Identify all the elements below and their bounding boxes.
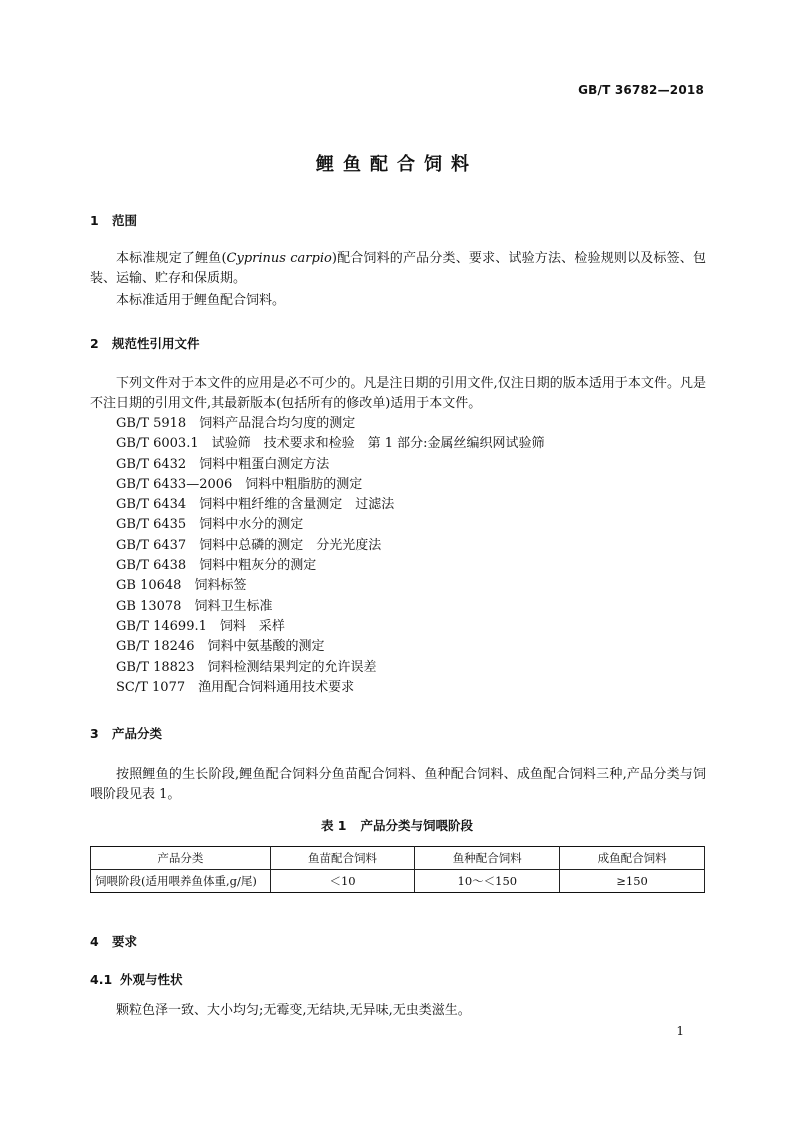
table-cell: ＜10 <box>270 870 415 893</box>
reference-code: GB/T 18823 <box>116 659 195 675</box>
reference-item <box>116 414 545 434</box>
header-cell: 鱼苗配合饲料 <box>270 847 415 870</box>
reference-code: SC/T 1077 <box>116 679 186 695</box>
reference-title: 饲料产品混合均匀度的测定 <box>199 416 356 431</box>
reference-title: 试验筛 技术要求和检验 第 1 部分:金属丝编织网试验筛 <box>211 436 545 452</box>
reference-code: GB/T 6434 <box>116 497 187 513</box>
section-title: 要求 <box>112 934 138 949</box>
reference-code: GB/T 14699.1 <box>116 618 207 634</box>
section-title: 产品分类 <box>112 726 163 741</box>
header-cell: 鱼种配合饲料 <box>415 847 560 870</box>
header-cell: 产品分类 <box>91 847 271 870</box>
section-title: 范围 <box>112 213 138 228</box>
scope-text-a: 本标准规定了鲤鱼( <box>116 251 227 266</box>
reference-item <box>116 597 545 617</box>
document-title: 鲤鱼配合饲料 <box>316 154 478 175</box>
reference-title: 饲料中总磷的测定 分光光度法 <box>199 537 382 553</box>
subsection-number: 4.1 <box>90 972 113 987</box>
reference-item <box>116 515 545 535</box>
table-caption <box>0 816 794 834</box>
reference-code: GB/T 18246 <box>116 639 195 655</box>
classification-paragraph: 按照鲤鱼的生长阶段,鲤鱼配合饲料分鱼苗配合饲料、鱼种配合饲料、成鱼配合饲料三种,产品分类与饲喂阶段见表 1。 <box>90 767 706 802</box>
reference-code: GB/T 6437 <box>116 537 187 553</box>
section-3-heading <box>90 724 162 742</box>
header-cell: 成鱼配合饲料 <box>560 847 705 870</box>
scope-paragraph-1 <box>90 249 706 289</box>
reference-title: 饲料中粗灰分的测定 <box>199 558 317 574</box>
page-number: 1 <box>676 1024 684 1038</box>
section-number: 3 <box>90 726 99 741</box>
reference-item <box>116 637 545 657</box>
reference-item <box>116 475 545 495</box>
reference-code: GB/T 5918 <box>116 416 187 431</box>
reference-item <box>116 617 545 637</box>
reference-title: 渔用配合饲料通用技术要求 <box>198 679 355 695</box>
table-cell: 10～＜150 <box>415 870 560 893</box>
reference-code: GB/T 6435 <box>116 517 187 533</box>
reference-code: GB 10648 <box>116 578 182 594</box>
reference-title: 饲料检测结果判定的允许误差 <box>207 659 377 675</box>
reference-title: 饲料中粗蛋白测定方法 <box>199 456 330 472</box>
reference-title: 饲料中氨基酸的测定 <box>207 639 325 655</box>
reference-code: GB/T 6438 <box>116 558 187 574</box>
reference-item <box>116 576 545 596</box>
references-intro: 下列文件对于本文件的应用是必不可少的。凡是注日期的引用文件,仅注日期的版本适用于本文件。凡是不注日期的引用文件,其最新版本(包括所有的修改单)适用于本文件。 <box>90 376 706 411</box>
subsection-4-1-heading <box>90 970 183 988</box>
section-1-heading <box>90 211 137 229</box>
reference-title: 饲料 采样 <box>219 618 285 634</box>
reference-item <box>116 536 545 556</box>
reference-title: 饲料卫生标准 <box>194 598 273 614</box>
section-number: 2 <box>90 336 99 351</box>
table-cell: ≥150 <box>560 870 705 893</box>
subsection-title: 外观与性状 <box>120 972 183 987</box>
reference-title: 饲料中水分的测定 <box>199 517 304 533</box>
reference-item <box>116 455 545 475</box>
table-row <box>91 870 705 893</box>
scope-paragraph-2: 本标准适用于鲤鱼配合饲料。 <box>116 293 286 308</box>
section-number: 1 <box>90 213 99 228</box>
reference-title: 饲料中粗脂肪的测定 <box>245 476 363 492</box>
table-header-row <box>91 847 705 870</box>
reference-code: GB/T 6432 <box>116 456 187 472</box>
section-2-heading <box>90 334 200 352</box>
appearance-paragraph: 颗粒色泽一致、大小均匀;无霉变,无结块,无异味,无虫类滋生。 <box>116 1003 471 1018</box>
standard-code: GB/T 36782—2018 <box>578 83 704 97</box>
reference-item <box>116 678 545 698</box>
section-number: 4 <box>90 934 99 949</box>
table-cell: 饲喂阶段(适用喂养鱼体重,g/尾) <box>91 870 271 893</box>
table-number: 表 1 <box>320 818 347 833</box>
section-title: 规范性引用文件 <box>112 336 200 351</box>
scientific-name: Cyprinus carpio <box>226 251 332 266</box>
reference-code: GB/T 6433—2006 <box>116 476 233 492</box>
reference-title: 饲料中粗纤维的含量测定 过滤法 <box>199 497 395 513</box>
classification-table <box>90 846 705 893</box>
reference-list <box>116 414 545 698</box>
reference-code: GB/T 6003.1 <box>116 436 199 452</box>
table-title: 产品分类与饲喂阶段 <box>360 818 474 833</box>
reference-title: 饲料标签 <box>194 578 247 594</box>
reference-item <box>116 556 545 576</box>
section-4-heading <box>90 932 137 950</box>
reference-item <box>116 434 545 454</box>
reference-item <box>116 495 545 515</box>
reference-item <box>116 658 545 678</box>
reference-code: GB 13078 <box>116 598 182 614</box>
scope-text-b: )配合饲料的产品分类、要求、试验方法、检验规则以及标签、包装、运输、贮存和保质期。 <box>90 251 706 286</box>
